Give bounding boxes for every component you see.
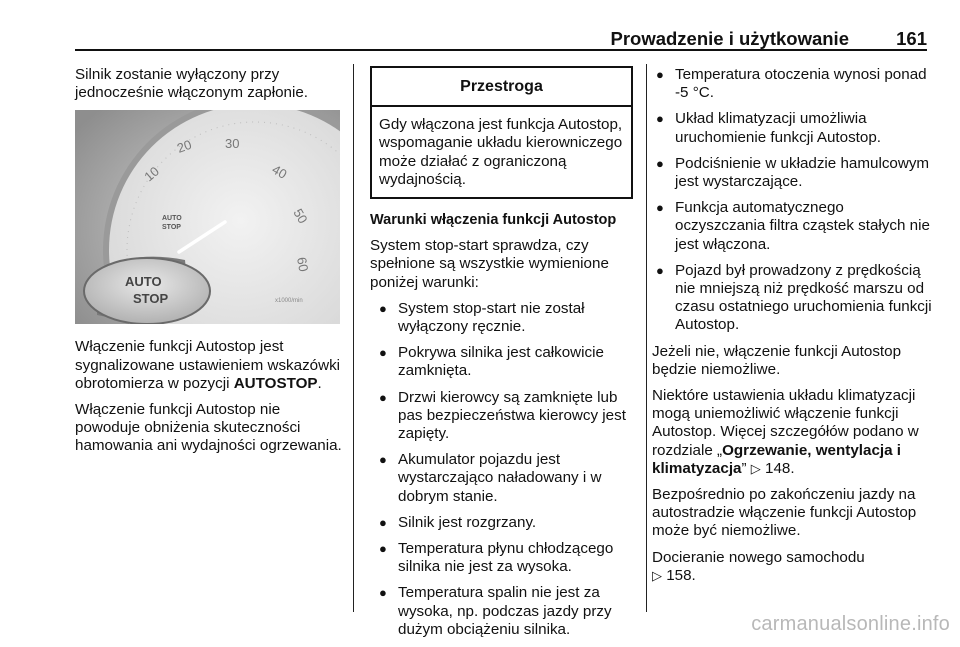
paragraph-2: Włączenie funkcji Autostop nie powoduje obniżenia skuteczności hamowania ani wydajności ogrzewania. (75, 401, 342, 455)
paragraph-break-in: Docieranie nowego samochodu ▷ 158. (652, 548, 865, 584)
gauge-tick-30: 30 (225, 136, 240, 152)
list-item: ● Podciśnienie w układzie hamulcowym jest wystarczające. (656, 154, 930, 191)
bullet-icon: ● (379, 585, 387, 601)
climate-chapter-link[interactable]: Ogrzewanie, wentylacja i klimatyzacja (652, 441, 902, 477)
column-2 (370, 66, 635, 647)
page-title: Prowadzenie i użytkowanie (610, 28, 849, 49)
warning-title: Przestroga (372, 68, 631, 107)
page-reference-icon: ▷ (750, 460, 761, 476)
list-item: ● Temperatura płynu chłodzącego silnika nie jest za wysoka. (379, 540, 614, 576)
bullet-icon: ● (379, 541, 387, 557)
list-item: ● Drzwi kierowcy są zamknięte lub pas bezpieczeństwa kierowcy jest zapięty. (379, 388, 626, 443)
conditions-list-continued (652, 66, 932, 335)
warning-text: Gdy włączona jest funkcja Autostop, wspomaganie układu kierowniczego może działać z ograniczoną wydajnością. (379, 116, 623, 188)
intro-paragraph: Silnik zostanie wyłączony przy jednocześnie włączonym zapłonie. (75, 66, 309, 102)
list-item: ● Pokrywa silnika jest całkowicie zamknięta. (379, 344, 604, 380)
bullet-icon: ● (656, 67, 664, 82)
gauge-unit: x1000/min (275, 298, 303, 305)
section-heading: Warunki włączenia funkcji Autostop (370, 212, 617, 229)
list-item: ● System stop-start nie został wyłączony ręcznie. (379, 299, 585, 336)
list-item: ● Temperatura spalin nie jest za wysoka, np. podczas jazdy przy dużym obciążeniu silnika. (379, 584, 612, 638)
bullet-icon: ● (379, 514, 387, 530)
bullet-icon: ● (379, 300, 387, 316)
paragraph-highway: Bezpośrednio po zakończeniu jazdy na autostradzie włączenie funkcji Autostop może być niemożliwe. (652, 486, 917, 540)
warning-box (370, 66, 633, 199)
page-reference-148[interactable]: 148. (760, 459, 795, 477)
gauge-tick-50: 50 (290, 206, 311, 227)
autostop-button-label-line1: AUTO (125, 274, 162, 290)
bullet-icon: ● (379, 389, 387, 405)
list-item: ● Temperatura otoczenia wynosi ponad -5 °C. (656, 66, 927, 102)
bullet-icon: ● (656, 262, 664, 278)
gauge-tick-60: 60 (294, 256, 312, 274)
header-divider (75, 49, 927, 51)
page-reference-158[interactable]: 158. (662, 566, 696, 584)
conditions-list (370, 300, 635, 639)
column-1 (75, 66, 343, 464)
page-number: 161 (896, 28, 927, 49)
page-reference-icon: ▷ (652, 567, 662, 583)
autostop-button-label-line2: STOP (133, 291, 169, 307)
gauge-autostop-label-line2: STOP (162, 224, 181, 232)
gauge-tick-10: 10 (141, 163, 163, 185)
gauge-tick-40: 40 (269, 162, 290, 183)
caption-paragraph: Włączenie funkcji Autostop jest sygnalizowane ustawieniem wskazówki obrotomierza w pozycji AUTOSTOP. (75, 338, 341, 392)
list-item: ● Funkcja automatycznego oczyszczania filtra cząstek stałych nie jest włączona. (656, 199, 930, 253)
bullet-icon: ● (656, 200, 664, 216)
list-item: ● Układ klimatyzacji umożliwia uruchomienie funkcji Autostop. (656, 110, 881, 146)
bullet-icon: ● (379, 345, 387, 361)
paragraph-climate: Niektóre ustawienia układu klimatyzacji mogą uniemożliwić włączenie funkcji Autostop. Więcej szczegółów podano w rozdziale „Ogrzewanie, wentylacja i klimatyzacja” ▷ 148. (652, 387, 919, 477)
bullet-icon: ● (656, 111, 664, 127)
column-divider-2 (646, 64, 647, 612)
paragraph-not-possible: Jeżeli nie, włączenie funkcji Autostop będzie niemożliwe. (652, 342, 902, 378)
list-item: ● Silnik jest rozgrzany. (379, 513, 537, 531)
bullet-icon: ● (656, 155, 664, 171)
list-item: ● Pojazd był prowadzony z prędkością nie mniejszą niż prędkość marszu od czasu ostatniego uruchomienia funkcji Autostop. (656, 261, 932, 334)
autostop-keyword: AUTOSTOP (233, 374, 318, 392)
watermark: carmanualsonline.info (751, 613, 950, 635)
column-divider-1 (353, 64, 354, 612)
gauge-tick-20: 20 (174, 137, 194, 157)
column-3 (652, 66, 932, 593)
bullet-icon: ● (379, 452, 387, 468)
page-header (75, 28, 927, 50)
tachometer-figure (75, 110, 340, 324)
gauge-autostop-label-line1: AUTO (162, 215, 182, 223)
list-item: ● Akumulator pojazdu jest wystarczająco naładowany i w dobrym stanie. (379, 451, 602, 505)
conditions-intro: System stop-start sprawdza, czy spełnione są wszystkie wymienione poniżej warunki: (370, 237, 609, 291)
